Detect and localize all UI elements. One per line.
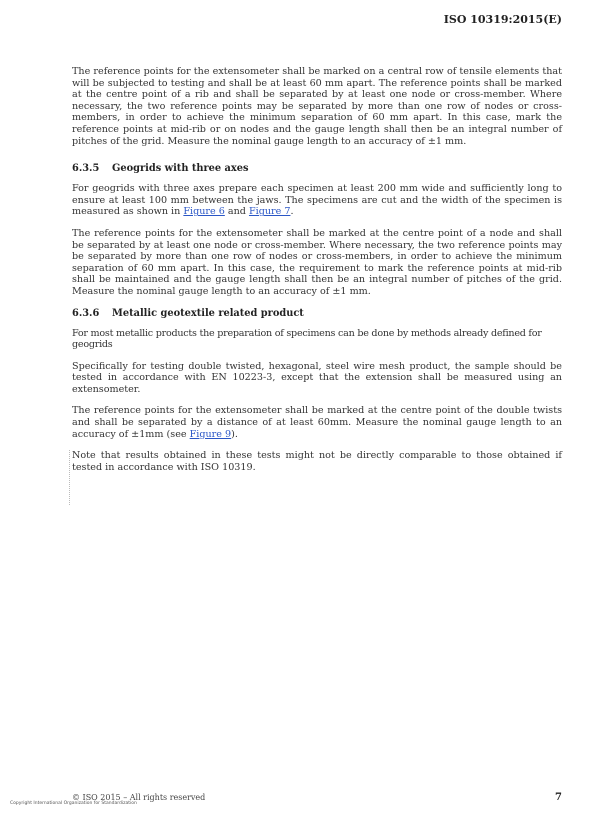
section-title: Metallic geotextile related product [112, 307, 304, 319]
section-number: 6.3.5 [72, 163, 100, 175]
page-number: 7 [555, 792, 562, 803]
metallic-paragraph-1: For most metallic products the preparation of specimens can be done by methods already defined for geogrids [72, 327, 542, 351]
note-paragraph: Note that results obtained in these tests might not be directly comparable to those obtained if tested in accordance with ISO 10319. [72, 450, 562, 473]
document-id-header: ISO 10319:2015(E) [443, 13, 562, 26]
text-run: . [290, 206, 294, 218]
metallic-paragraph-2: Specifically for testing double twisted, hexagonal, steel wire mesh product, the sample should be tested in accordance with EN 10223-3, except that the extension shall be measured using an extensometer. [72, 360, 562, 395]
geogrid-three-axes-paragraph-2: The reference points for the extensometer shall be marked at the centre point of a node and shall be separated by at least one node or cross-member. Where necessary, the two reference points may be separated by more than one row of nodes or cross-members, in order to achieve the minimum separation of 60 mm apart. In this case, the requirement to mark the reference points at mid-rib shall be maintained and the gauge length shall then be an integral number of pitches of the grid. Measure the nominal gauge length to an accuracy of ±1 mm. [72, 227, 562, 297]
copyright-small-print: Copyright International Organization for Standardization [10, 801, 137, 806]
section-heading-6-3-6 [72, 308, 562, 319]
revision-bar [69, 450, 70, 505]
figure-9-link[interactable]: Figure 9 [189, 428, 232, 440]
section-number: 6.3.6 [72, 307, 100, 319]
metallic-paragraph-3 [72, 405, 562, 440]
text-run: The reference points for the extensometer shall be marked at the centre point of the double twists and shall be separated by a distance of at least 60mm. Measure the nominal gauge length to an accuracy of ±1mm (see [72, 405, 562, 440]
intro-paragraph: The reference points for the extensometer shall be marked on a central row of tensile elements that will be subjected to testing and shall be at least 60 mm apart. The reference points shall be marked at the centre point of a rib and shall be separated by at least one node or cross-member. Where necessary, the two reference points may be separated by more than one row of nodes or cross-members, in order to achieve the minimum separation of 60 mm apart. In this case, mark the reference points at mid-rib or on nodes and the gauge length shall then be an integral number of pitches of the grid. Measure the nominal gauge length to an accuracy of ±1 mm. [72, 66, 562, 147]
section-heading-6-3-5 [72, 163, 562, 174]
main-content [72, 66, 562, 473]
text-run: and [224, 206, 249, 218]
figure-7-link[interactable]: Figure 7 [248, 206, 291, 218]
geogrid-three-axes-paragraph-1 [72, 183, 562, 218]
text-run: For geogrids with three axes prepare each specimen at least 200 mm wide and sufficiently long to ensure at least 100 mm between the jaws. The specimens are cut and the width of the specimen is measured as shown in [72, 183, 562, 218]
copyright-notice: © ISO 2015 – All rights reserved [72, 793, 206, 802]
figure-6-link[interactable]: Figure 6 [183, 206, 225, 218]
note-block [72, 450, 562, 473]
section-title: Geogrids with three axes [112, 163, 249, 175]
text-run: ). [231, 428, 238, 440]
